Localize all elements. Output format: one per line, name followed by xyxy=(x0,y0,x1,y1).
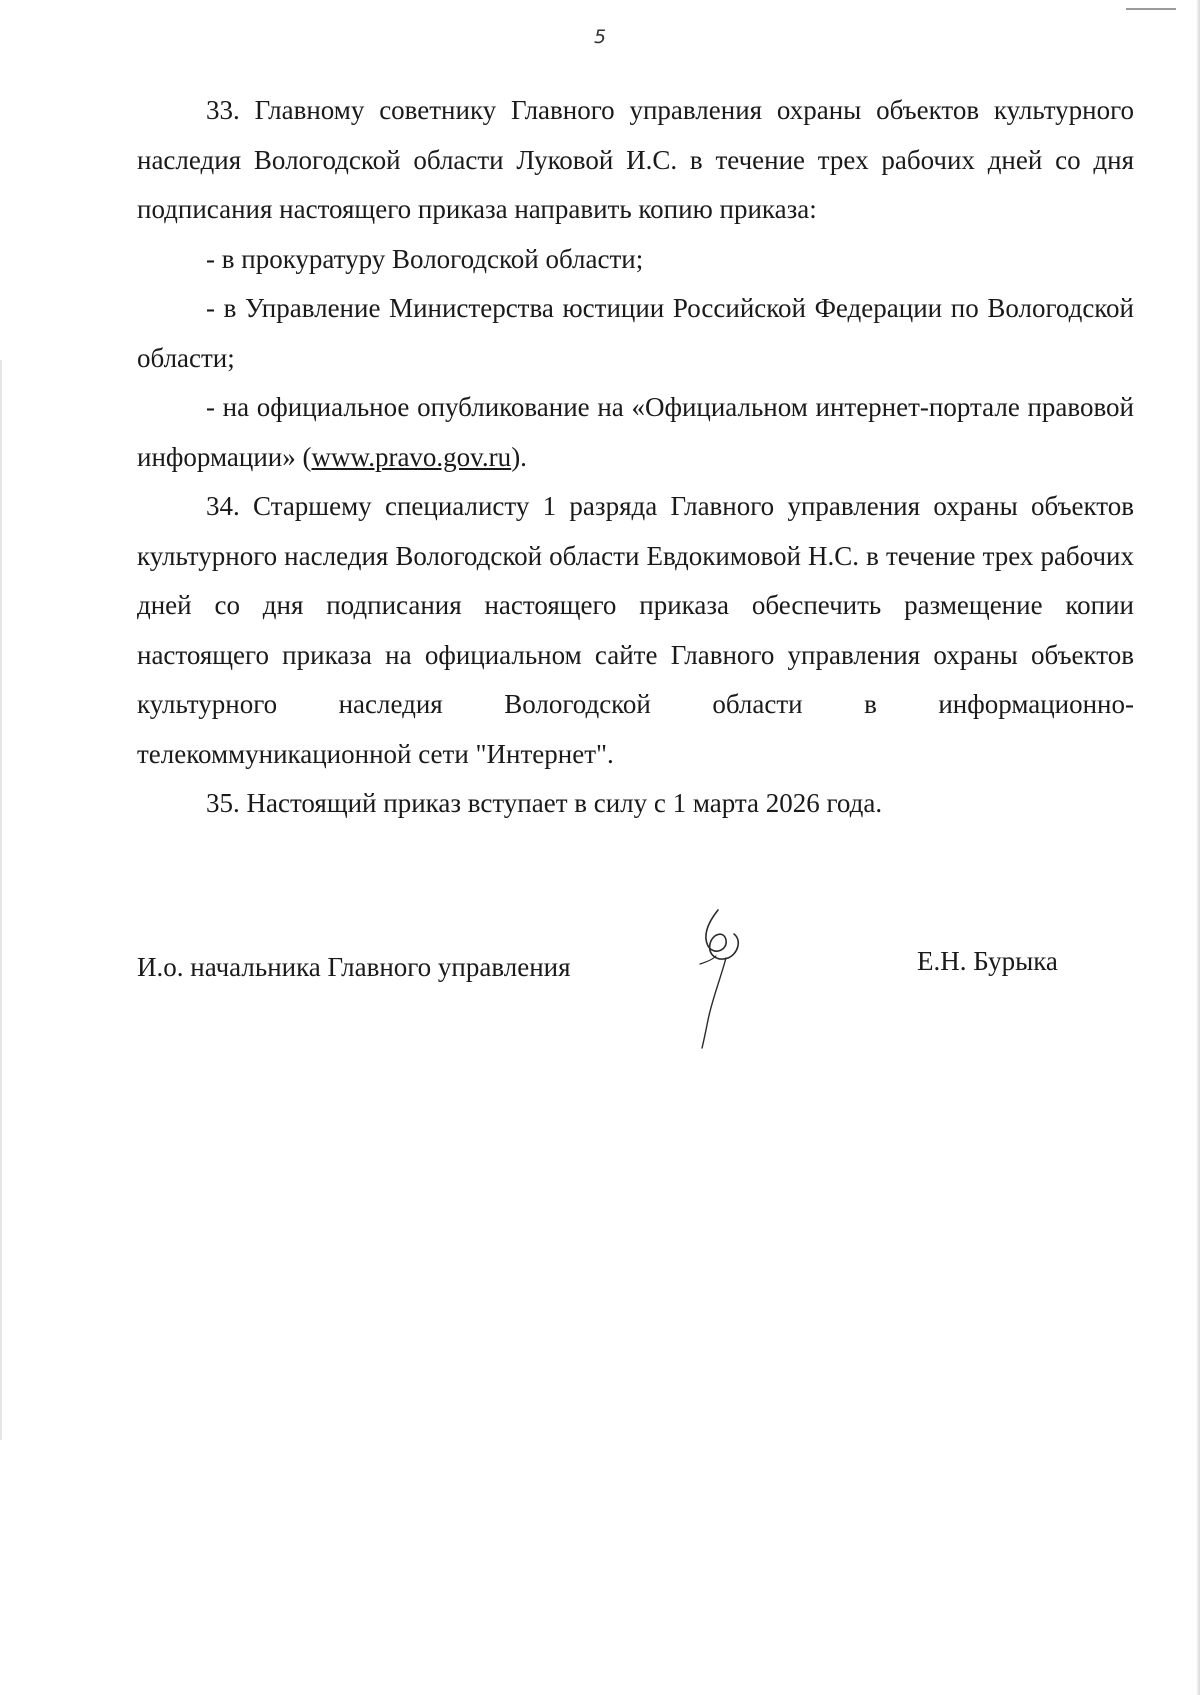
scan-mark xyxy=(1126,8,1176,10)
pravo-link[interactable]: www.pravo.gov.ru xyxy=(311,441,512,472)
publication-text-end: ). xyxy=(511,441,527,472)
document-body xyxy=(137,86,1134,829)
scan-edge-right xyxy=(1196,0,1200,1695)
paragraph-33-item-ministry: - в Управление Министерства юстиции Российской Федерации по Вологодской области; xyxy=(137,293,1134,373)
scan-edge-left xyxy=(0,360,2,1440)
paragraph-33-item-publication xyxy=(137,383,1134,482)
paragraph-35: 35. Настоящий приказ вступает в силу с 1 марта 2026 года. xyxy=(206,788,883,818)
publication-text: - на официальное опубликование на «Официальном интернет-портале правовой информации» ( xyxy=(137,392,1134,472)
paragraph-33-item-prosecutor: - в прокуратуру Вологодской области; xyxy=(206,243,644,274)
signatory-title: И.о. начальника Главного управления xyxy=(137,952,571,982)
signatory-name: Е.Н. Бурыка xyxy=(917,946,1058,976)
handwritten-signature xyxy=(680,900,760,1050)
paragraph-33: 33. Главному советнику Главного управления охраны объектов культурного наследия Вологодской области Луковой И.С. в течение трех рабочих дней со дня подписания настоящего приказа направить копию приказа: xyxy=(137,95,1134,224)
paragraph-34: 34. Старшему специалисту 1 разряда Главного управления охраны объектов культурного наследия Вологодской области Евдокимовой Н.С. в течение трех рабочих дней со дня подписания настоящего приказа обеспечить размещение копии настоящего приказа на официальном сайте Главного управления охраны объектов культурного наследия Вологодской области в информационно-телекоммуникационной сети "Интернет". xyxy=(137,491,1134,769)
signature-block xyxy=(137,946,1134,992)
page-number: 5 xyxy=(593,26,607,48)
